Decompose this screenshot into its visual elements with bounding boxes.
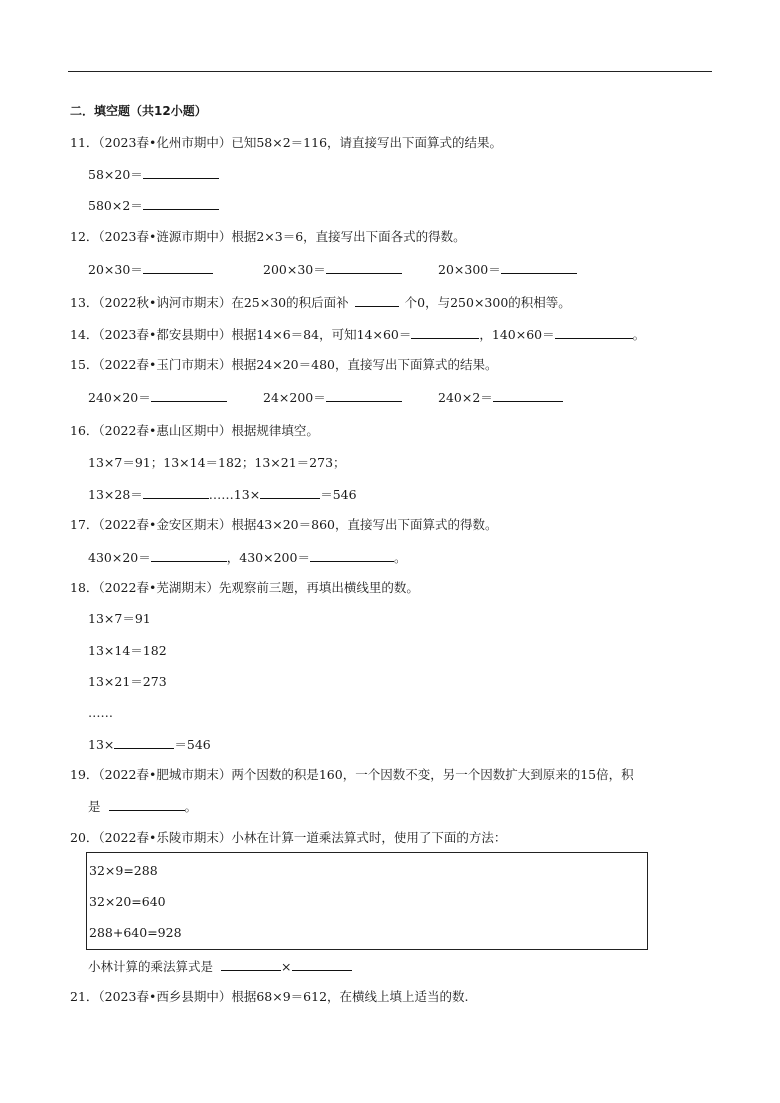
q17-part1: 430×20＝ [88,550,151,565]
answer-blank[interactable] [310,549,394,562]
answer-blank[interactable] [555,326,633,339]
q16-stem: 16．（2022春•惠山区期中）根据规律填空。 [70,423,319,438]
q20-step-3: 288+640=928 [89,925,182,940]
q19-stem: 19．（2022春•肥城市期末）两个因数的积是160，一个因数不变，另一个因数扩大到原来的15倍，积 [70,767,634,782]
answer-blank[interactable] [143,197,219,210]
q12-b-text: 200×30＝ [263,262,326,277]
q15-item-b [263,389,402,406]
q14-line [70,326,645,343]
q18-line-3: 13×21＝273 [88,674,167,689]
q19-fill-line [88,798,197,815]
answer-blank[interactable] [151,389,227,402]
q13-part2: 个0，与250×300的积相等。 [404,295,571,310]
q17-part3: 。 [393,550,407,565]
answer-blank[interactable] [411,326,479,339]
q16-part2: ……13× [208,487,261,502]
q11-a-text: 58×20＝ [88,167,143,182]
q20-step-2: 32×20=640 [89,894,166,909]
answer-blank[interactable] [292,958,352,971]
q14-part2: ，140×60＝ [479,327,555,342]
q18-fill-line [88,736,211,753]
q13-part1: 13．（2022秋•讷河市期末）在25×30的积后面补 [70,295,349,310]
answer-blank[interactable] [143,166,219,179]
q21-stem: 21．（2023春•西乡县期中）根据68×9＝612，在横线上填上适当的数. [70,989,469,1004]
q17-stem: 17．（2022春•金安区期末）根据43×20＝860，直接写出下面算式的得数。 [70,517,498,532]
q20-part2: × [281,959,292,974]
q16-part1: 13×28＝ [88,487,143,502]
q18-ellipsis: …… [88,705,113,720]
q19-part1: 是 [88,799,101,814]
header-rule [68,71,712,72]
q18-stem: 18．（2022春•芜湖期末）先观察前三题，再填出横线里的数。 [70,580,419,595]
q13-line [70,294,571,311]
answer-blank[interactable] [114,736,174,749]
q15-item-c [438,389,563,406]
q15-a-text: 240×20＝ [88,390,151,405]
q11-item-a [88,166,219,183]
answer-blank[interactable] [326,261,402,274]
q16-pattern: 13×7＝91；13×14＝182；13×21＝273； [88,455,346,470]
q20-fill-line [88,958,352,975]
answer-blank[interactable] [501,261,577,274]
answer-blank[interactable] [355,294,399,307]
q15-c-text: 240×2＝ [438,390,493,405]
q12-stem: 12．（2023春•涟源市期中）根据2×3＝6，直接写出下面各式的得数。 [70,229,466,244]
answer-blank[interactable] [151,549,227,562]
q18-part2: ＝546 [174,737,211,752]
q18-part1: 13× [88,737,115,752]
answer-blank[interactable] [493,389,563,402]
q20-step-1: 32×9=288 [89,863,158,878]
section-title: 二．填空题（共12小题） [70,104,207,118]
q16-part3: ＝546 [320,487,357,502]
q17-part2: ，430×200＝ [226,550,310,565]
q11-stem: 11．（2023春•化州市期中）已知58×2＝116，请直接写出下面算式的结果。 [70,135,503,150]
q20-stem: 20．（2022春•乐陵市期末）小林在计算一道乘法算式时，使用了下面的方法： [70,830,507,845]
q12-c-text: 20×300＝ [438,262,501,277]
q16-fill-line [88,486,357,503]
answer-blank[interactable] [109,798,185,811]
q15-stem: 15．（2022春•玉门市期末）根据24×20＝480，直接写出下面算式的结果。 [70,357,498,372]
q15-b-text: 24×200＝ [263,390,326,405]
answer-blank[interactable] [326,389,402,402]
q20-part1: 小林计算的乘法算式是 [88,959,214,974]
q18-line-2: 13×14＝182 [88,643,167,658]
q19-part2: 。 [184,799,198,814]
q17-fill-line [88,549,406,566]
q12-item-b [263,261,402,278]
q11-b-text: 580×2＝ [88,198,143,213]
answer-blank[interactable] [260,486,320,499]
q14-part3: 。 [632,327,646,342]
answer-blank[interactable] [221,958,281,971]
answer-blank[interactable] [143,486,209,499]
q15-item-a [88,389,227,406]
q12-item-c [438,261,577,278]
q14-part1: 14．（2023春•都安县期中）根据14×6＝84，可知14×60＝ [70,327,412,342]
q18-line-1: 13×7＝91 [88,611,151,626]
q12-a-text: 20×30＝ [88,262,143,277]
q11-item-b [88,197,219,214]
answer-blank[interactable] [143,261,213,274]
q12-item-a [88,261,213,278]
